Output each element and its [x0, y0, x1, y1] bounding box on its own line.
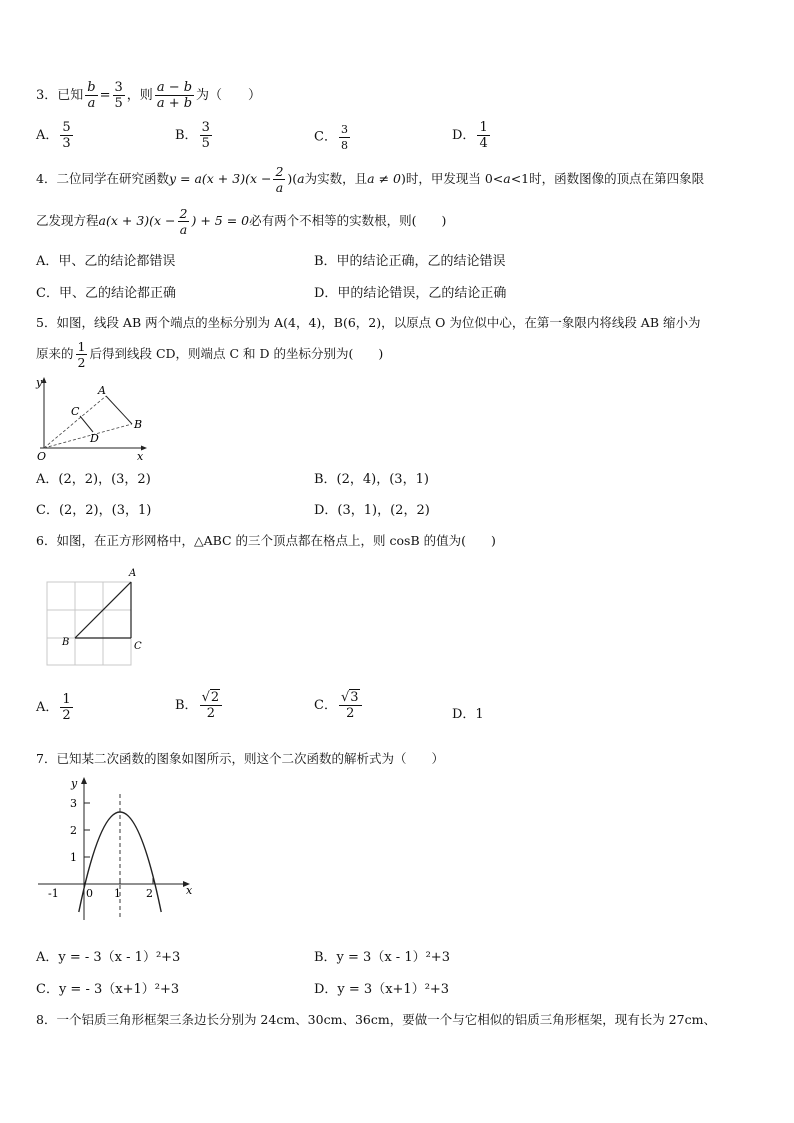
q7-option-a[interactable]: A．y = - 3（x - 1）²+3 — [36, 950, 181, 965]
q5-label-a: A — [98, 384, 106, 397]
q4-option-c[interactable]: C．甲、乙的结论都正确 — [36, 286, 176, 301]
q5-segment-cd — [80, 416, 93, 432]
q3-option-d[interactable]: D． $\frac{1}{4}$ — [452, 120, 488, 151]
q6-option-a[interactable]: A． $\frac{1}{2}$ — [36, 692, 71, 723]
q5-option-c[interactable]: C．(2，2)，(3，1) — [36, 503, 152, 518]
q3-prefix: 3．已知 — [36, 88, 84, 103]
q6-option-d[interactable]: D．1 — [452, 707, 484, 722]
q7-tick-label-2: 2 — [70, 824, 77, 837]
q3-option-c[interactable]: C． $\frac{3}{8}$ — [314, 123, 348, 152]
q5-option-d[interactable]: D．(3，1)，(2，2) — [314, 503, 430, 518]
q5-y-arrow — [42, 377, 47, 383]
q5-label-d: D — [90, 432, 99, 445]
q5-figure — [34, 374, 152, 464]
q8-line1: 8．一个铝质三角形框架三条边长分别为 24cm、30cm、36cm，要做一个与它相似的铝质三角形框架，现有长为 27cm、 — [36, 1012, 716, 1027]
q7-option-b[interactable]: B．y = 3（x - 1）²+3 — [314, 950, 450, 965]
q7-option-d[interactable]: D．y = 3（x+1）²+3 — [314, 982, 450, 997]
q4-option-d[interactable]: D．甲的结论错误，乙的结论正确 — [314, 286, 507, 301]
q5-option-a[interactable]: A．(2，2)，(3，2) — [36, 472, 151, 487]
q7-label-x: x — [186, 884, 193, 897]
q7-tick-label-x2: 2 — [146, 887, 153, 900]
q7-tick-label-x1: 1 — [114, 887, 121, 900]
q5-label-b: B — [134, 418, 143, 431]
q4-option-b[interactable]: B．甲的结论正确，乙的结论错误 — [314, 254, 506, 269]
q3-option-b[interactable]: B． $\frac{3}{5}$ — [175, 120, 210, 151]
q4-line1: 4．二位同学在研究函数y = a(x + 3)(x − $\frac{2}{a}$ )(a为实数，且a ≠ 0)时，甲发现当 0<a<1时，函数图像的顶点在第四象限 — [36, 164, 705, 195]
q6-label-c: C — [134, 641, 142, 652]
q3-frac-b-over-a: $\frac{b}{a}$ — [87, 80, 96, 111]
q5-label-c: C — [71, 405, 80, 418]
q5-line2: 原来的 $\frac{1}{2}$ 后得到线段 CD，则端点 C 和 D 的坐标分别为( ) — [36, 339, 384, 370]
q5-segment-ab — [106, 396, 132, 424]
q7-tick-label-neg1: -1 — [48, 887, 59, 900]
q7-y-arrow — [81, 777, 87, 784]
q3-frac-expression: $\frac{a - b}{a + b}$ — [156, 80, 193, 111]
q6-label-b: B — [62, 637, 70, 648]
q7-line1: 7．已知某二次函数的图象如图所示，则这个二次函数的解析式为（ ） — [36, 751, 444, 766]
q3-frac-3-over-5: $\frac{3}{5}$ — [114, 80, 123, 111]
q7-tick-label-3: 3 — [70, 797, 77, 810]
q7-option-c[interactable]: C．y = - 3（x+1）²+3 — [36, 982, 180, 997]
q5-label-x: x — [137, 450, 144, 463]
q3-option-a[interactable]: A． $\frac{5}{3}$ — [36, 120, 71, 151]
q4-option-a[interactable]: A．甲、乙的结论都错误 — [36, 254, 176, 269]
q6-label-a: A — [129, 568, 137, 579]
q6-option-b[interactable]: B． $\frac{√2}{2}$ — [175, 690, 224, 721]
q5-ob-dashed — [44, 424, 132, 448]
q5-label-o: O — [37, 450, 47, 463]
q5-line1: 5．如图，线段 AB 两个端点的坐标分别为 A(4，4)，B(6，2)，以原点 O 为位似中心，在第一象限内将线段 AB 缩小为 — [36, 315, 701, 330]
q6-grid-figure — [40, 564, 152, 672]
q4-line2: 乙发现方程a(x + 3)(x − $\frac{2}{a}$ ) + 5 = 0必有两个不相等的实数根，则( ) — [36, 206, 447, 237]
q5-option-b[interactable]: B．(2，4)，(3，1) — [314, 472, 429, 487]
q7-parabola-figure — [36, 770, 198, 920]
q7-tick-label-1: 1 — [70, 851, 77, 864]
q7-tick-label-0: 0 — [86, 887, 93, 900]
q3-stem: 3．已知 $\frac{b}{a}$ = $\frac{3}{5}$ ，则 $\frac{a - b}{a + b}$ 为（ ） — [36, 80, 262, 111]
q6-option-c[interactable]: C． $\frac{√3}{2}$ — [314, 690, 364, 721]
q5-label-y: y — [36, 376, 43, 389]
q6-line1: 6．如图，在正方形网格中，△ABC 的三个顶点都在格点上，则 cosB 的值为( ) — [36, 533, 496, 548]
q7-label-y: y — [71, 777, 78, 790]
